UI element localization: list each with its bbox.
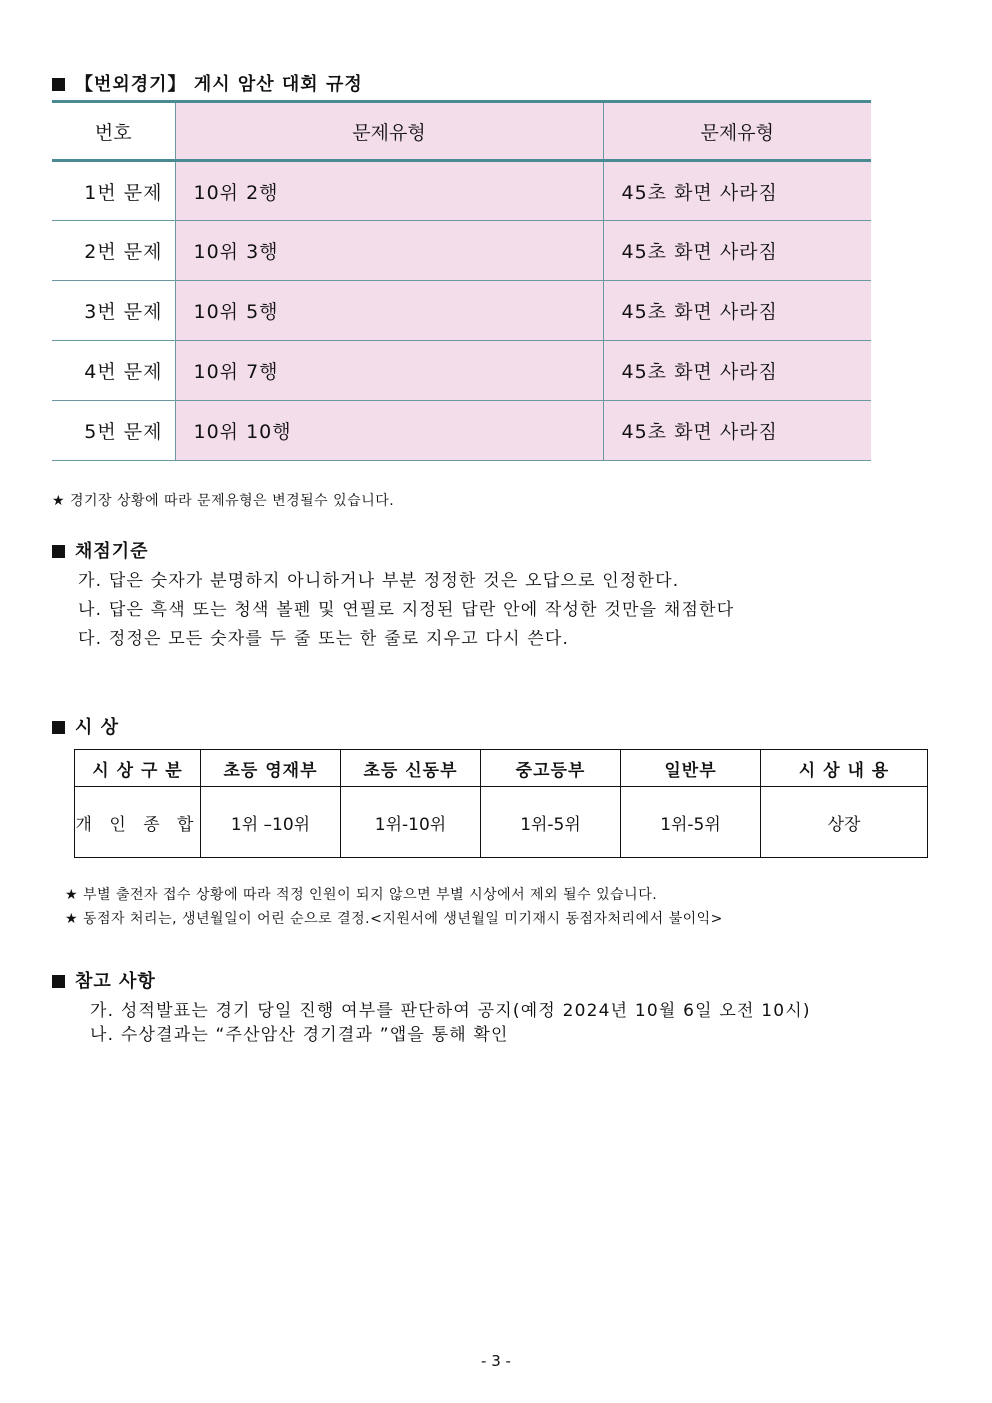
awards-note-2: ★ 동점자 처리는, 생년월일이 어린 순으로 결정.<지원서에 생년월일 미기재시 동점자처리에서 불이익> [65, 911, 723, 927]
header-elementary-prodigy: 초등 신동부 [341, 750, 481, 787]
rules-note: ★ 경기장 상황에 따라 문제유형은 변경될수 있습니다. [52, 493, 395, 509]
cell-middle-high: 1위-5위 [481, 787, 621, 858]
table-row [52, 341, 871, 401]
scoring-line-1: 가. 답은 숫자가 분명하지 아니하거나 부분 정정한 것은 오답으로 인정한다. [78, 571, 680, 591]
cell-elementary-gifted: 1위 –10위 [201, 787, 341, 858]
row-time: 45초 화면 사라짐 [603, 341, 871, 401]
header-number: 번호 [52, 102, 175, 161]
header-general: 일반부 [621, 750, 761, 787]
row-type: 10위 2행 [175, 161, 603, 221]
table-row [75, 787, 928, 858]
header-award-content: 시 상 내 용 [761, 750, 928, 787]
page-number: - 3 - [481, 1352, 511, 1370]
row-type: 10위 7행 [175, 341, 603, 401]
square-bullet-icon [52, 975, 65, 988]
table-header-row [52, 102, 871, 161]
square-bullet-icon [52, 721, 65, 734]
row-number: 3번 문제 [52, 281, 175, 341]
square-bullet-icon [52, 78, 65, 91]
reference-line-2: 나. 수상결과는 “주산암산 경기결과 ”앱을 통해 확인 [90, 1025, 509, 1045]
row-type: 10위 5행 [175, 281, 603, 341]
row-time: 45초 화면 사라짐 [603, 281, 871, 341]
table-row [52, 161, 871, 221]
section-title-awards [52, 713, 119, 739]
rules-table [52, 100, 871, 461]
section-title-text: 시 상 [75, 717, 120, 738]
header-problem-type: 문제유형 [175, 102, 603, 161]
cell-general: 1위-5위 [621, 787, 761, 858]
section-title-text: 채점기준 [75, 541, 149, 562]
row-number: 1번 문제 [52, 161, 175, 221]
row-time: 45초 화면 사라짐 [603, 221, 871, 281]
table-header-row [75, 750, 928, 787]
row-type: 10위 3행 [175, 221, 603, 281]
section-title-reference [52, 967, 156, 993]
row-number: 2번 문제 [52, 221, 175, 281]
section-title-text: 【번외경기】 게시 암산 대회 규정 [75, 74, 363, 95]
cell-award-content: 상장 [761, 787, 928, 858]
table-row [52, 401, 871, 461]
scoring-line-3: 다. 정정은 모든 숫자를 두 줄 또는 한 줄로 지우고 다시 쓴다. [78, 629, 570, 649]
table-row [52, 221, 871, 281]
row-time: 45초 화면 사라짐 [603, 401, 871, 461]
row-number: 4번 문제 [52, 341, 175, 401]
row-type: 10위 10행 [175, 401, 603, 461]
section-title-text: 참고 사항 [75, 971, 156, 992]
header-elementary-gifted: 초등 영재부 [201, 750, 341, 787]
row-number: 5번 문제 [52, 401, 175, 461]
header-middle-high: 중고등부 [481, 750, 621, 787]
table-row [52, 281, 871, 341]
cell-elementary-prodigy: 1위-10위 [341, 787, 481, 858]
section-title-scoring [52, 537, 149, 563]
reference-line-1: 가. 성적발표는 경기 당일 진행 여부를 판단하여 공지(예정 2024년 10월 6일 오전 10시) [90, 1001, 811, 1021]
section-title-event-rules [52, 70, 363, 96]
awards-note-1: ★ 부별 출전자 접수 상황에 따라 적정 인원이 되지 않으면 부별 시상에서 제외 될수 있습니다. [65, 887, 658, 903]
header-problem-type-2: 문제유형 [603, 102, 871, 161]
awards-table [74, 749, 928, 858]
cell-category: 개 인 종 합 [75, 787, 201, 858]
scoring-line-2: 나. 답은 흑색 또는 청색 볼펜 및 연필로 지정된 답란 안에 작성한 것만을 채점한다 [78, 600, 735, 620]
square-bullet-icon [52, 545, 65, 558]
row-time: 45초 화면 사라짐 [603, 161, 871, 221]
header-award-category: 시 상 구 분 [75, 750, 201, 787]
